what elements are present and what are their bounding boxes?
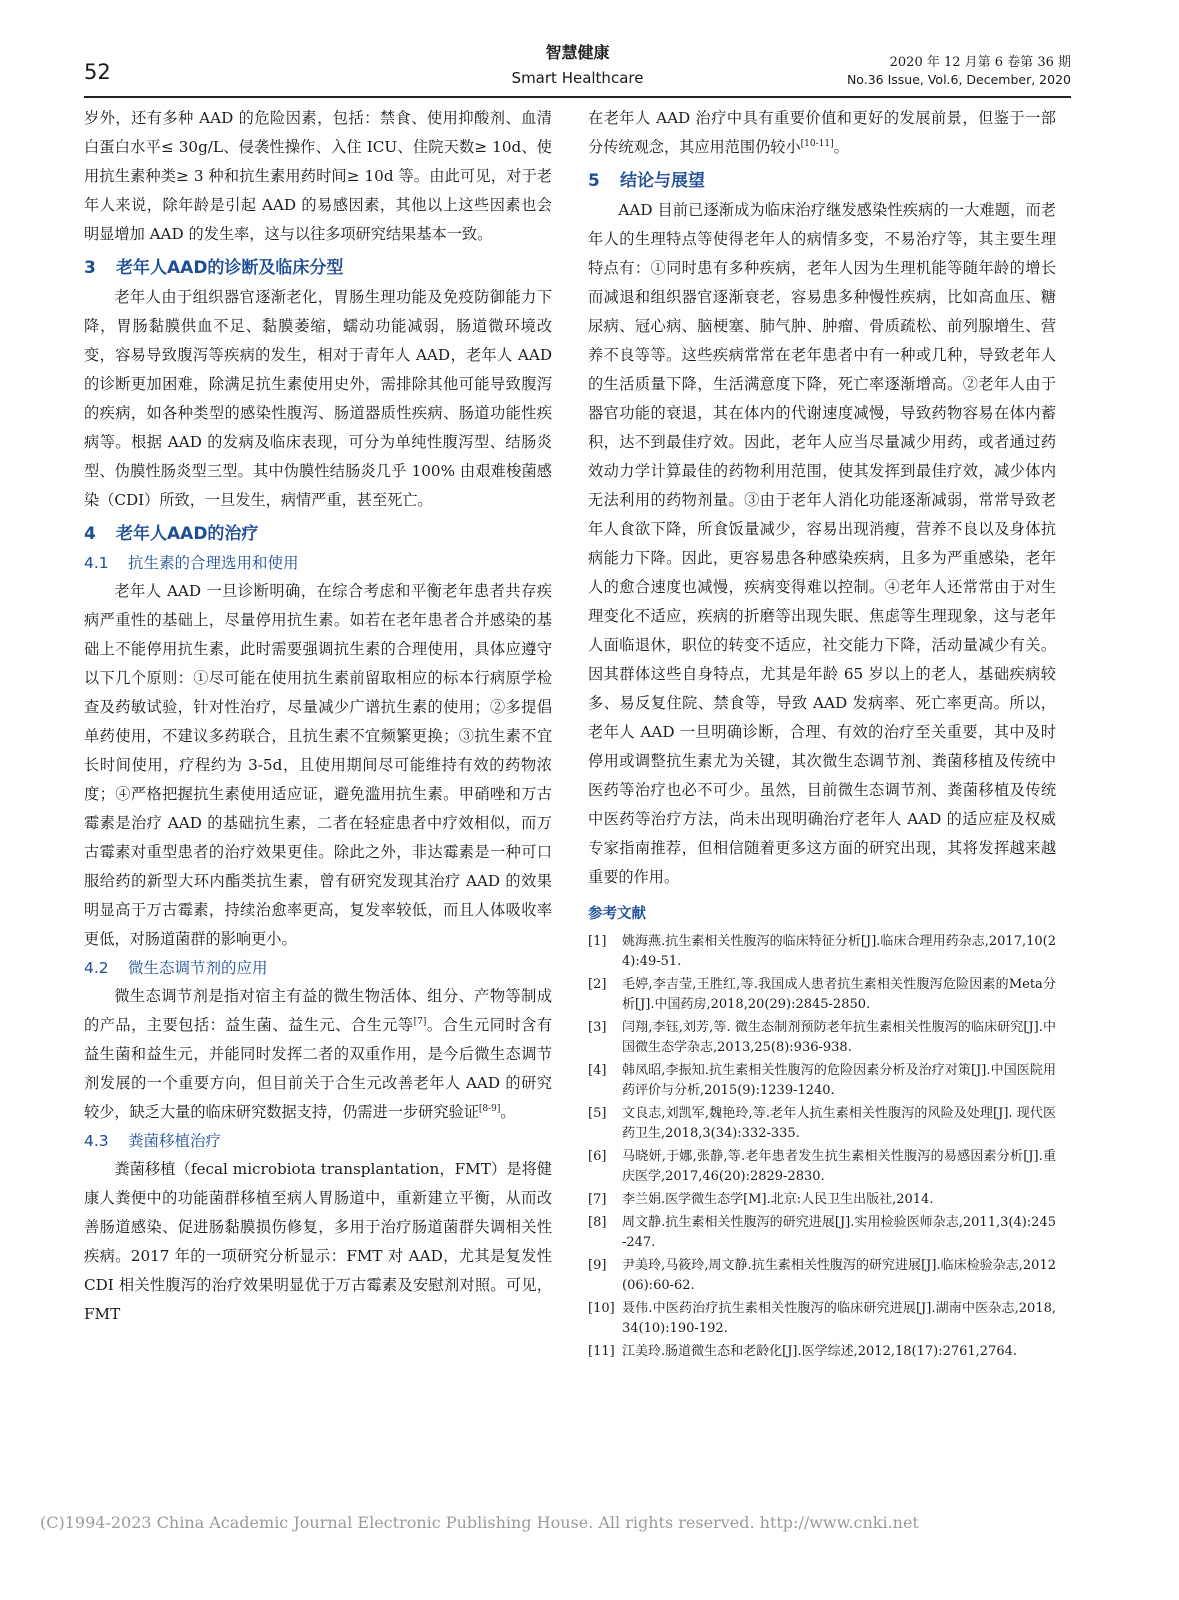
subsection-number: 4.2	[84, 959, 109, 977]
reference-text: 李兰娟.医学微生态学[M].北京:人民卫生出版社,2014.	[622, 1192, 934, 1207]
page-number: 52	[84, 60, 111, 84]
reference-item	[588, 932, 1056, 972]
reference-text: 韩凤昭,李振知.抗生素相关性腹泻的危险因素分析及治疗对策[J].中国医院用药评价与分析,2015(9):1239-1240.	[622, 1063, 1056, 1098]
reference-item	[588, 1299, 1056, 1339]
reference-number: [4]	[588, 1063, 607, 1078]
journal-title-cn: 智慧健康	[545, 43, 610, 62]
subsection-4-2-heading	[84, 954, 552, 982]
paragraph-section-3: 老年人由于组织器官逐渐老化，胃肠生理功能及免疫防御能力下降，胃肠黏膜供血不足、黏膜萎缩，蠕动功能减弱，肠道微环境改变，容易导致腹泻等疾病的发生，相对于青年人 AAD，老年人 AAD 的诊断更加困难，除满足抗生素使用史外，需排除其他可能导致腹泻的疾病，如各种类型的感染性腹泻、肠道器质性疾病、肠道功能性疾病等。根据 AAD 的发病及临床表现，可分为单纯性腹泻型、结肠炎型、伪膜性肠炎型三型。其中伪膜性结肠炎几乎 100% 由艰难梭菌感染（CDI）所致，一旦发生，病情严重，甚至死亡。	[84, 288, 552, 509]
paragraph-text: 。合生元同时含有益生菌和益生元，并能同时发挥二者的双重作用，是今后微生态调节剂发展的一个重要方向，但目前关于合生元改善老年人 AAD 的研究较少，缺乏大量的临床研究数据支持，仍需进一步研究验证	[84, 1016, 553, 1121]
section-4-heading	[84, 519, 552, 549]
left-column	[84, 104, 552, 1329]
subsection-title: 粪菌移植治疗	[128, 1132, 222, 1150]
section-title: 结论与展望	[620, 171, 705, 191]
citation: [10-11]	[800, 139, 834, 149]
reference-text: 周文静.抗生素相关性腹泻的研究进展[J].实用检验医师杂志,2011,3(4):245-247.	[622, 1215, 1056, 1250]
reference-number: [8]	[588, 1215, 607, 1230]
reference-number: [2]	[588, 977, 607, 992]
reference-item	[588, 1061, 1056, 1101]
issue-info-en: No.36 Issue, Vol.6, December, 2020	[846, 72, 1071, 87]
reference-item	[588, 1190, 1056, 1210]
reference-text: 毛婷,李吉莹,王胜红,等.我国成人患者抗生素相关性腹泻危险因素的Meta分析[J].中国药房,2018,20(29):2845-2850.	[622, 977, 1056, 1012]
section-3-heading	[84, 253, 552, 283]
issue-info	[847, 54, 1071, 88]
subsection-4-1-heading	[84, 549, 552, 577]
reference-number: [3]	[588, 1020, 607, 1035]
reference-list	[588, 932, 1056, 1362]
reference-number: [7]	[588, 1192, 607, 1207]
reference-text: 江美玲.肠道微生态和老龄化[J].医学综述,2012,18(17):2761,2764.	[622, 1344, 1018, 1359]
header-rule	[84, 96, 1071, 98]
copyright-watermark: (C)1994-2023 China Academic Journal Electronic Publishing House. All rights reserved. http://www.cnki.net	[40, 1513, 919, 1532]
reference-number: [11]	[588, 1344, 615, 1359]
section-5-heading	[588, 166, 1056, 196]
reference-number: [6]	[588, 1149, 607, 1164]
references-heading: 参考文献	[588, 906, 646, 922]
reference-text: 尹美玲,马筱玲,周文静.抗生素相关性腹泻的研究进展[J].临床检验杂志,2012(06):60-62.	[622, 1258, 1056, 1293]
paragraph-4-3: 粪菌移植（fecal microbiota transplantation，FMT）是将健康人粪便中的功能菌群移植至病人胃肠道中，重新建立平衡，从而改善肠道感染、促进肠黏膜损伤修复，多用于治疗肠道菌群失调相关性疾病。2017 年的一项研究分析显示：FMT 对 AAD，尤其是复发性 CDI 相关性腹泻的治疗效果明显优于万古霉素及安慰剂对照。可见，FMT	[84, 1160, 552, 1323]
subsection-4-3-heading	[84, 1127, 552, 1155]
subsection-title: 抗生素的合理选用和使用	[128, 554, 299, 572]
issue-info-cn: 2020 年 12 月第 6 卷第 36 期	[889, 55, 1071, 70]
reference-text: 姚海燕.抗生素相关性腹泻的临床特征分析[J].临床合理用药杂志,2017,10(24):49-51.	[622, 934, 1056, 969]
paragraph-text: 微生态调节剂是指对宿主有益的微生物活体、组分、产物等制成的产品，主要包括：益生菌、益生元、合生元等	[84, 987, 552, 1034]
reference-item	[588, 1256, 1056, 1296]
reference-text: 闫翔,李钰,刘芳,等. 微生态制剂预防老年抗生素相关性腹泻的临床研究[J].中国微生态学杂志,2013,25(8):936-938.	[622, 1020, 1056, 1055]
subsection-number: 4.3	[84, 1132, 109, 1150]
reference-item	[588, 1147, 1056, 1187]
paragraph-text: 。	[833, 138, 849, 156]
reference-text: 马晓妍,于娜,张静,等.老年患者发生抗生素相关性腹泻的易感因素分析[J].重庆医学,2017,46(20):2829-2830.	[622, 1149, 1056, 1184]
paragraph-4-1: 老年人 AAD 一旦诊断明确，在综合考虑和平衡老年患者共存疾病严重性的基础上，尽量停用抗生素。如若在老年患者合并感染的基础上不能停用抗生素，此时需要强调抗生素的合理使用，具体应遵守以下几个原则：①尽可能在使用抗生素前留取相应的标本行病原学检查及药敏试验，针对性治疗，尽量减少广谱抗生素的使用；②多提倡单药使用，不建议多药联合，且抗生素不宜频繁更换；③抗生素不宜长时间使用，疗程约为 3-5d，且使用期间尽可能维持有效的药物浓度；④严格把握抗生素使用适应证，避免滥用抗生素。甲硝唑和万古霉素是治疗 AAD 的基础抗生素，二者在轻症患者中疗效相似，而万古霉素对重型患者的治疗效果更佳。除此之外，非达霉素是一种可口服给药的新型大环内酯类抗生素，曾有研究发现其治疗 AAD 的效果明显高于万古霉素，持续治愈率更高，复发率较低，而且人体吸收率更低，对肠道菌群的影响更小。	[84, 582, 552, 948]
section-title: 老年人AAD的诊断及临床分型	[116, 258, 344, 278]
section-number: 5	[588, 171, 600, 191]
reference-item	[588, 975, 1056, 1015]
reference-text: 文良志,刘凯军,魏艳玲,等.老年人抗生素相关性腹泻的风险及处理[J]. 现代医药卫生,2018,3(34):332-335.	[622, 1106, 1056, 1141]
reference-text: 聂伟.中医药治疗抗生素相关性腹泻的临床研究进展[J].湖南中医杂志,2018,34(10):190-192.	[622, 1301, 1056, 1336]
section-number: 4	[84, 524, 96, 544]
journal-title-en: Smart Healthcare	[511, 69, 644, 87]
citation: [8-9]	[478, 1104, 501, 1114]
reference-item	[588, 1213, 1056, 1253]
reference-number: [5]	[588, 1106, 607, 1121]
subsection-number: 4.1	[84, 554, 109, 572]
page-header	[84, 34, 1071, 92]
right-column	[588, 104, 1056, 1365]
reference-number: [9]	[588, 1258, 607, 1273]
reference-item	[588, 1104, 1056, 1144]
section-title: 老年人AAD的治疗	[116, 524, 259, 544]
paragraph-text: 。	[500, 1103, 516, 1121]
reference-number: [10]	[588, 1301, 615, 1316]
paragraph-continued	[588, 104, 1056, 162]
reference-number: [1]	[588, 934, 607, 949]
reference-item	[588, 1342, 1056, 1362]
citation: [7]	[413, 1017, 427, 1027]
section-number: 3	[84, 258, 96, 278]
reference-item	[588, 1018, 1056, 1058]
paragraph-4-2	[84, 982, 552, 1127]
paragraph-intro: 岁外，还有多种 AAD 的危险因素，包括：禁食、使用抑酸剂、血清白蛋白水平≤ 30g/L、侵袭性操作、入住 ICU、住院天数≥ 10d、使用抗生素种类≥ 3 种和抗生素用药时间≥ 10d 等。由此可见，对于老年人来说，除年龄是引起 AAD 的易感因素，其他以上这些因素也会明显增加 AAD 的发生率，这与以往多项研究结果基本一致。	[84, 109, 552, 243]
paragraph-section-5: AAD 目前已逐渐成为临床治疗继发感染性疾病的一大难题，而老年人的生理特点等使得老年人的病情多变，不易治疗等，其主要生理特点有：①同时患有多种疾病，老年人因为生理机能等随年龄的增长而减退和组织器官逐渐衰老，容易患多种慢性疾病，比如高血压、糖尿病、冠心病、脑梗塞、肺气肿、肿瘤、骨质疏松、前列腺增生、营养不良等等。这些疾病常常在老年患者中有一种或几种，导致老年人的生活质量下降，生活满意度下降，死亡率逐渐增高。②老年人由于器官功能的衰退，其在体内的代谢速度减慢，导致药物容易在体内蓄积，达不到最佳疗效。因此，老年人应当尽量减少用药，或者通过药效动力学计算最佳的药物利用范围，使其发挥到最佳疗效，减少体内无法利用的药物剂量。③由于老年人消化功能逐渐减弱，常常导致老年人食欲下降，所食饭量减少，容易出现消瘦，营养不良以及身体抗病能力下降。因此，更容易患各种感染疾病，且多为严重感染，老年人的愈合速度也减慢，疾病变得难以控制。④老年人还常常由于对生理变化不适应，疾病的折磨等出现失眠、焦虑等生理现象，这与老年人面临退休，职位的转变不适应，社交能力下降，活动量减少有关。因其群体这些自身特点，尤其是年龄 65 岁以上的老人，基础疾病较多、易反复住院、禁食等，导致 AAD 发病率、死亡率更高。所以，老年人 AAD 一旦明确诊断，合理、有效的治疗至关重要，其中及时停用或调整抗生素尤为关键，其次微生态调节剂、粪菌移植及传统中医药等治疗也必不可少。虽然，目前微生态调节剂、粪菌移植及传统中医药等治疗方法，尚未出现明确治疗老年人 AAD 的适应症及权威专家指南推荐，但相信随着更多这方面的研究出现，其将发挥越来越重要的作用。	[588, 201, 1056, 886]
subsection-title: 微生态调节剂的应用	[128, 959, 268, 977]
paragraph-text: 在老年人 AAD 治疗中具有重要价值和更好的发展前景，但鉴于一部分传统观念，其应用范围仍较小	[588, 109, 1056, 156]
